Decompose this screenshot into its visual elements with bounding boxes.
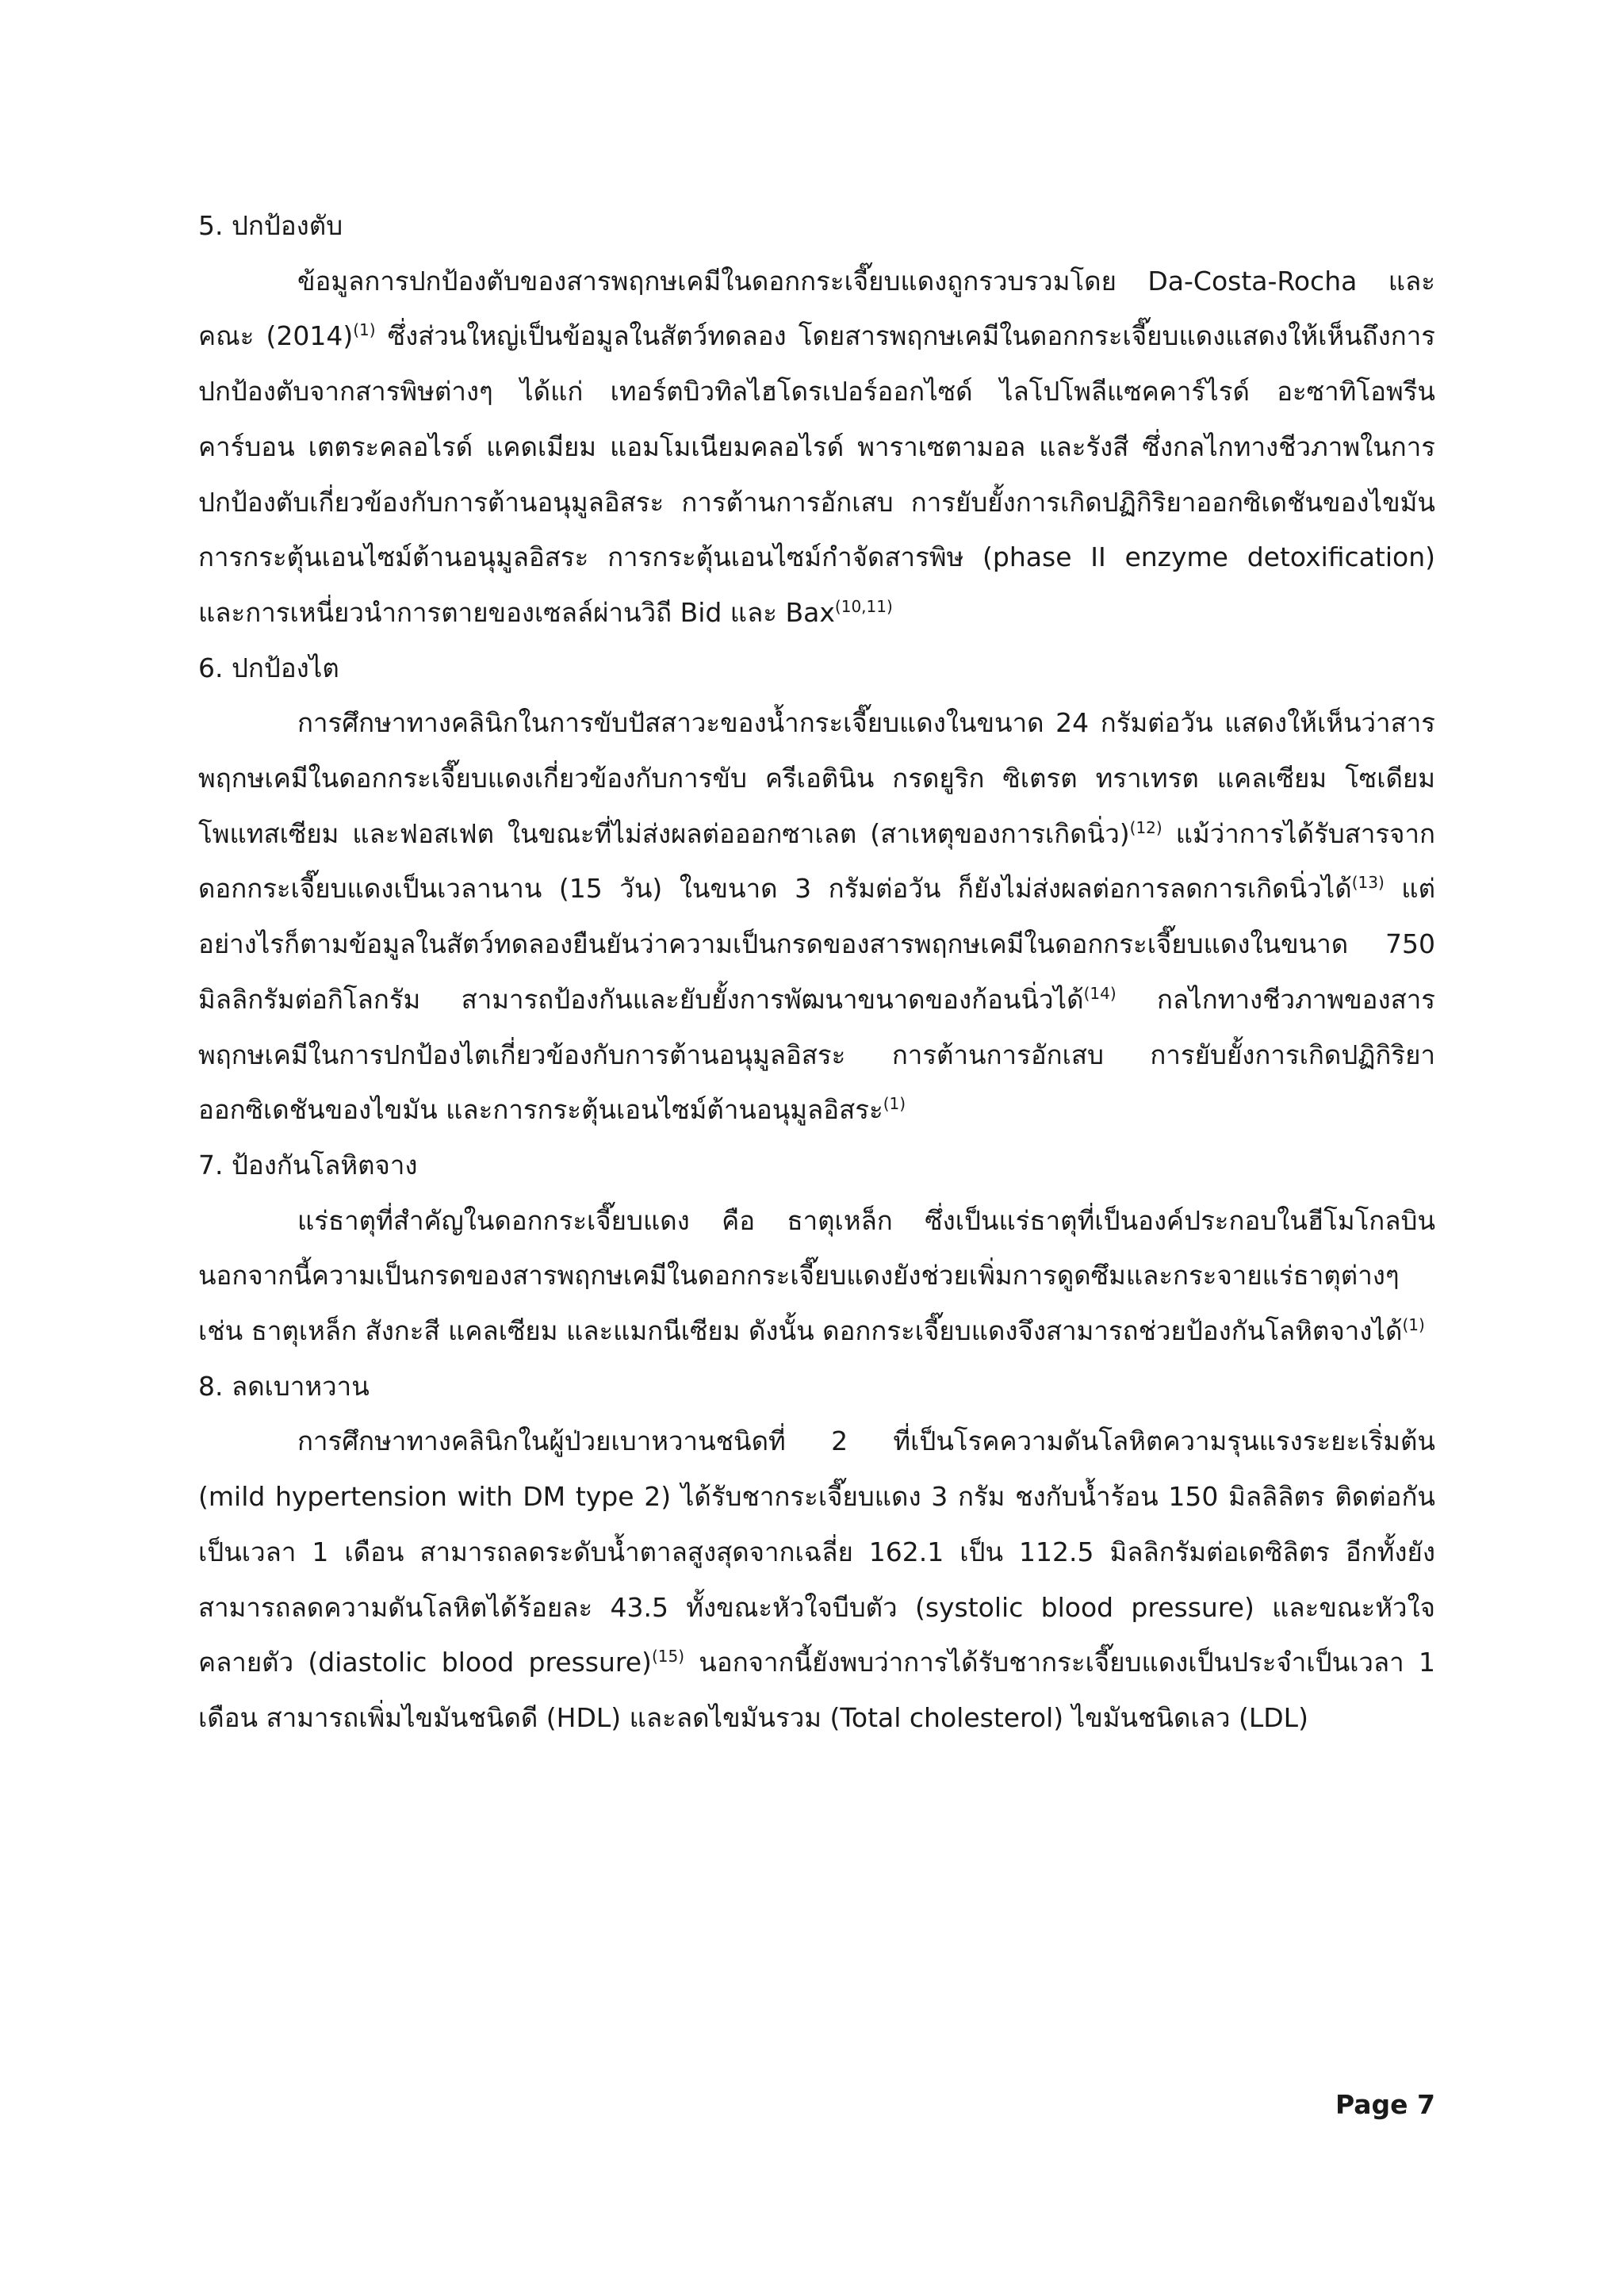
page-body <box>198 198 1435 1746</box>
section-diabetes <box>198 1359 1435 1746</box>
paragraph-text: นอกจากนี้ยังพบว่าการได้รับชากระเจี๊ยบแดงเป็นประจำเป็นเวลา 1 เดือน สามารถเพิ่มไขมันชนิดดี (HDL) และลดไขมันรวม (Total cholesterol) ไขมันชนิดเลว (LDL) <box>198 1647 1435 1733</box>
section-anemia <box>198 1138 1435 1359</box>
section-heading: 6. ปกป้องไต <box>198 652 339 683</box>
paragraph-text: การศึกษาทางคลินิกในผู้ป่วยเบาหวานชนิดที่ 2 ที่เป็นโรคความดันโลหิตความรุนแรงระยะเริ่มต้น (mild hypertension with DM type 2) ได้รับชากระเจี๊ยบแดง 3 กรัม ชงกับน้ำร้อน 150 มิลลิลิตร ติดต่อกันเป็นเวลา 1 เดือน สามารถลดระดับน้ำตาลสูงสุดจากเฉลี่ย 162.1 เป็น 112.5 มิลลิกรัมต่อเดซิลิตร อีกทั้งยังสามารถลดความดันโลหิตได้ร้อยละ 43.5 ทั้งขณะหัวใจบีบตัว (systolic blood pressure) และขณะหัวใจคลายตัว (diastolic blood pressure) <box>198 1425 1435 1678</box>
section-heading: 5. ปกป้องตับ <box>198 210 343 241</box>
citation-superscript: (14) <box>1083 983 1116 1003</box>
citation-superscript: (10,11) <box>834 596 893 616</box>
section-paragraph <box>198 1193 1435 1359</box>
citation-superscript: (13) <box>1351 873 1385 893</box>
citation-superscript: (1) <box>883 1094 906 1114</box>
section-paragraph <box>198 695 1435 1138</box>
citation-superscript: (15) <box>651 1647 684 1667</box>
paragraph-text: กลไกทางชีวภาพของสารพฤกษเคมีในการปกป้องไตเกี่ยวข้องกับการต้านอนุมูลอิสระ การต้านการอักเสบ การยับยั้งการเกิดปฏิกิริยาออกซิเดชันของไขมัน และการกระตุ้นเอนไซม์ต้านอนุมูลอิสระ <box>198 983 1435 1126</box>
section-heading: 8. ลดเบาหวาน <box>198 1370 370 1402</box>
citation-superscript: (1) <box>353 320 376 340</box>
page-number: Page 7 <box>1335 2089 1435 2120</box>
paragraph-text: แต่อย่างไรก็ตามข้อมูลในสัตว์ทดลองยืนยันว่าความเป็นกรดของสารพฤกษเคมีในดอกกระเจี๊ยบแดงในขนาด 750 มิลลิกรัมต่อกิโลกรัม สามารถป้องกันและยับยั้งการพัฒนาขนาดของก้อนนิ่วได้ <box>198 873 1435 1015</box>
paragraph-text: ข้อมูลการปกป้องตับของสารพฤกษเคมีในดอกกระเจี๊ยบแดงถูกรวบรวมโดย Da-Costa-Rocha และคณะ (2014) <box>198 265 1435 352</box>
section-kidney <box>198 641 1435 1138</box>
section-paragraph <box>198 1414 1435 1745</box>
section-heading: 7. ป้องกันโลหิตจาง <box>198 1149 418 1181</box>
paragraph-text: การศึกษาทางคลินิกในการขับปัสสาวะของน้ำกระเจี๊ยบแดงในขนาด 24 กรัมต่อวัน แสดงให้เห็นว่าสารพฤกษเคมีในดอกกระเจี๊ยบแดงเกี่ยวข้องกับการขับ ครีเอตินิน กรดยูริก ซิเตรต ทราเทรต แคลเซียม โซเดียม โพแทสเซียม และฟอสเฟต ในขณะที่ไม่ส่งผลต่อออกซาเลต (สาเหตุของการเกิดนิ่ว) <box>198 707 1435 849</box>
citation-superscript: (1) <box>1402 1315 1425 1335</box>
citation-superscript: (12) <box>1129 817 1162 837</box>
section-liver <box>198 198 1435 641</box>
section-paragraph <box>198 254 1435 641</box>
paragraph-text: ซึ่งส่วนใหญ่เป็นข้อมูลในสัตว์ทดลอง โดยสารพฤกษเคมีในดอกกระเจี๊ยบแดงแสดงให้เห็นถึงการปกป้องตับจากสารพิษต่างๆ ได้แก่ เทอร์ตบิวทิลไฮโดรเปอร์ออกไซด์ ไลโปโพลีแซคคาร์ไรด์ อะซาทิโอพรีน คาร์บอน เตตระคลอไรด์ แคดเมียม แอมโมเนียมคลอไรด์ พาราเซตามอล และรังสี ซึ่งกลไกทางชีวภาพในการปกป้องตับเกี่ยวข้องกับการต้านอนุมูลอิสระ การต้านการอักเสบ การยับยั้งการเกิดปฏิกิริยาออกซิเดชันของไขมัน การกระตุ้นเอนไซม์ต้านอนุมูลอิสระ การกระตุ้นเอนไซม์กำจัดสารพิษ (phase II enzyme detoxification) และการเหนี่ยวนำการตายของเซลล์ผ่านวิถี Bid และ Bax <box>198 320 1436 628</box>
paragraph-text: แม้ว่าการได้รับสารจากดอกกระเจี๊ยบแดงเป็นเวลานาน (15 วัน) ในขนาด 3 กรัมต่อวัน ก็ยังไม่ส่งผลต่อการลดการเกิดนิ่วได้ <box>198 817 1435 905</box>
paragraph-text: แร่ธาตุที่สำคัญในดอกกระเจี๊ยบแดง คือ ธาตุเหล็ก ซึ่งเป็นแร่ธาตุที่เป็นองค์ประกอบในฮีโมโกลบิน นอกจากนี้ความเป็นกรดของสารพฤกษเคมีในดอกกระเจี๊ยบแดงยังช่วยเพิ่มการดูดซึมและกระจายแร่ธาตุต่างๆ เช่น ธาตุเหล็ก สังกะสี แคลเซียม และแมกนีเซียม ดังนั้น ดอกกระเจี๊ยบแดงจึงสามารถช่วยป้องกันโลหิตจางได้ <box>198 1204 1435 1347</box>
